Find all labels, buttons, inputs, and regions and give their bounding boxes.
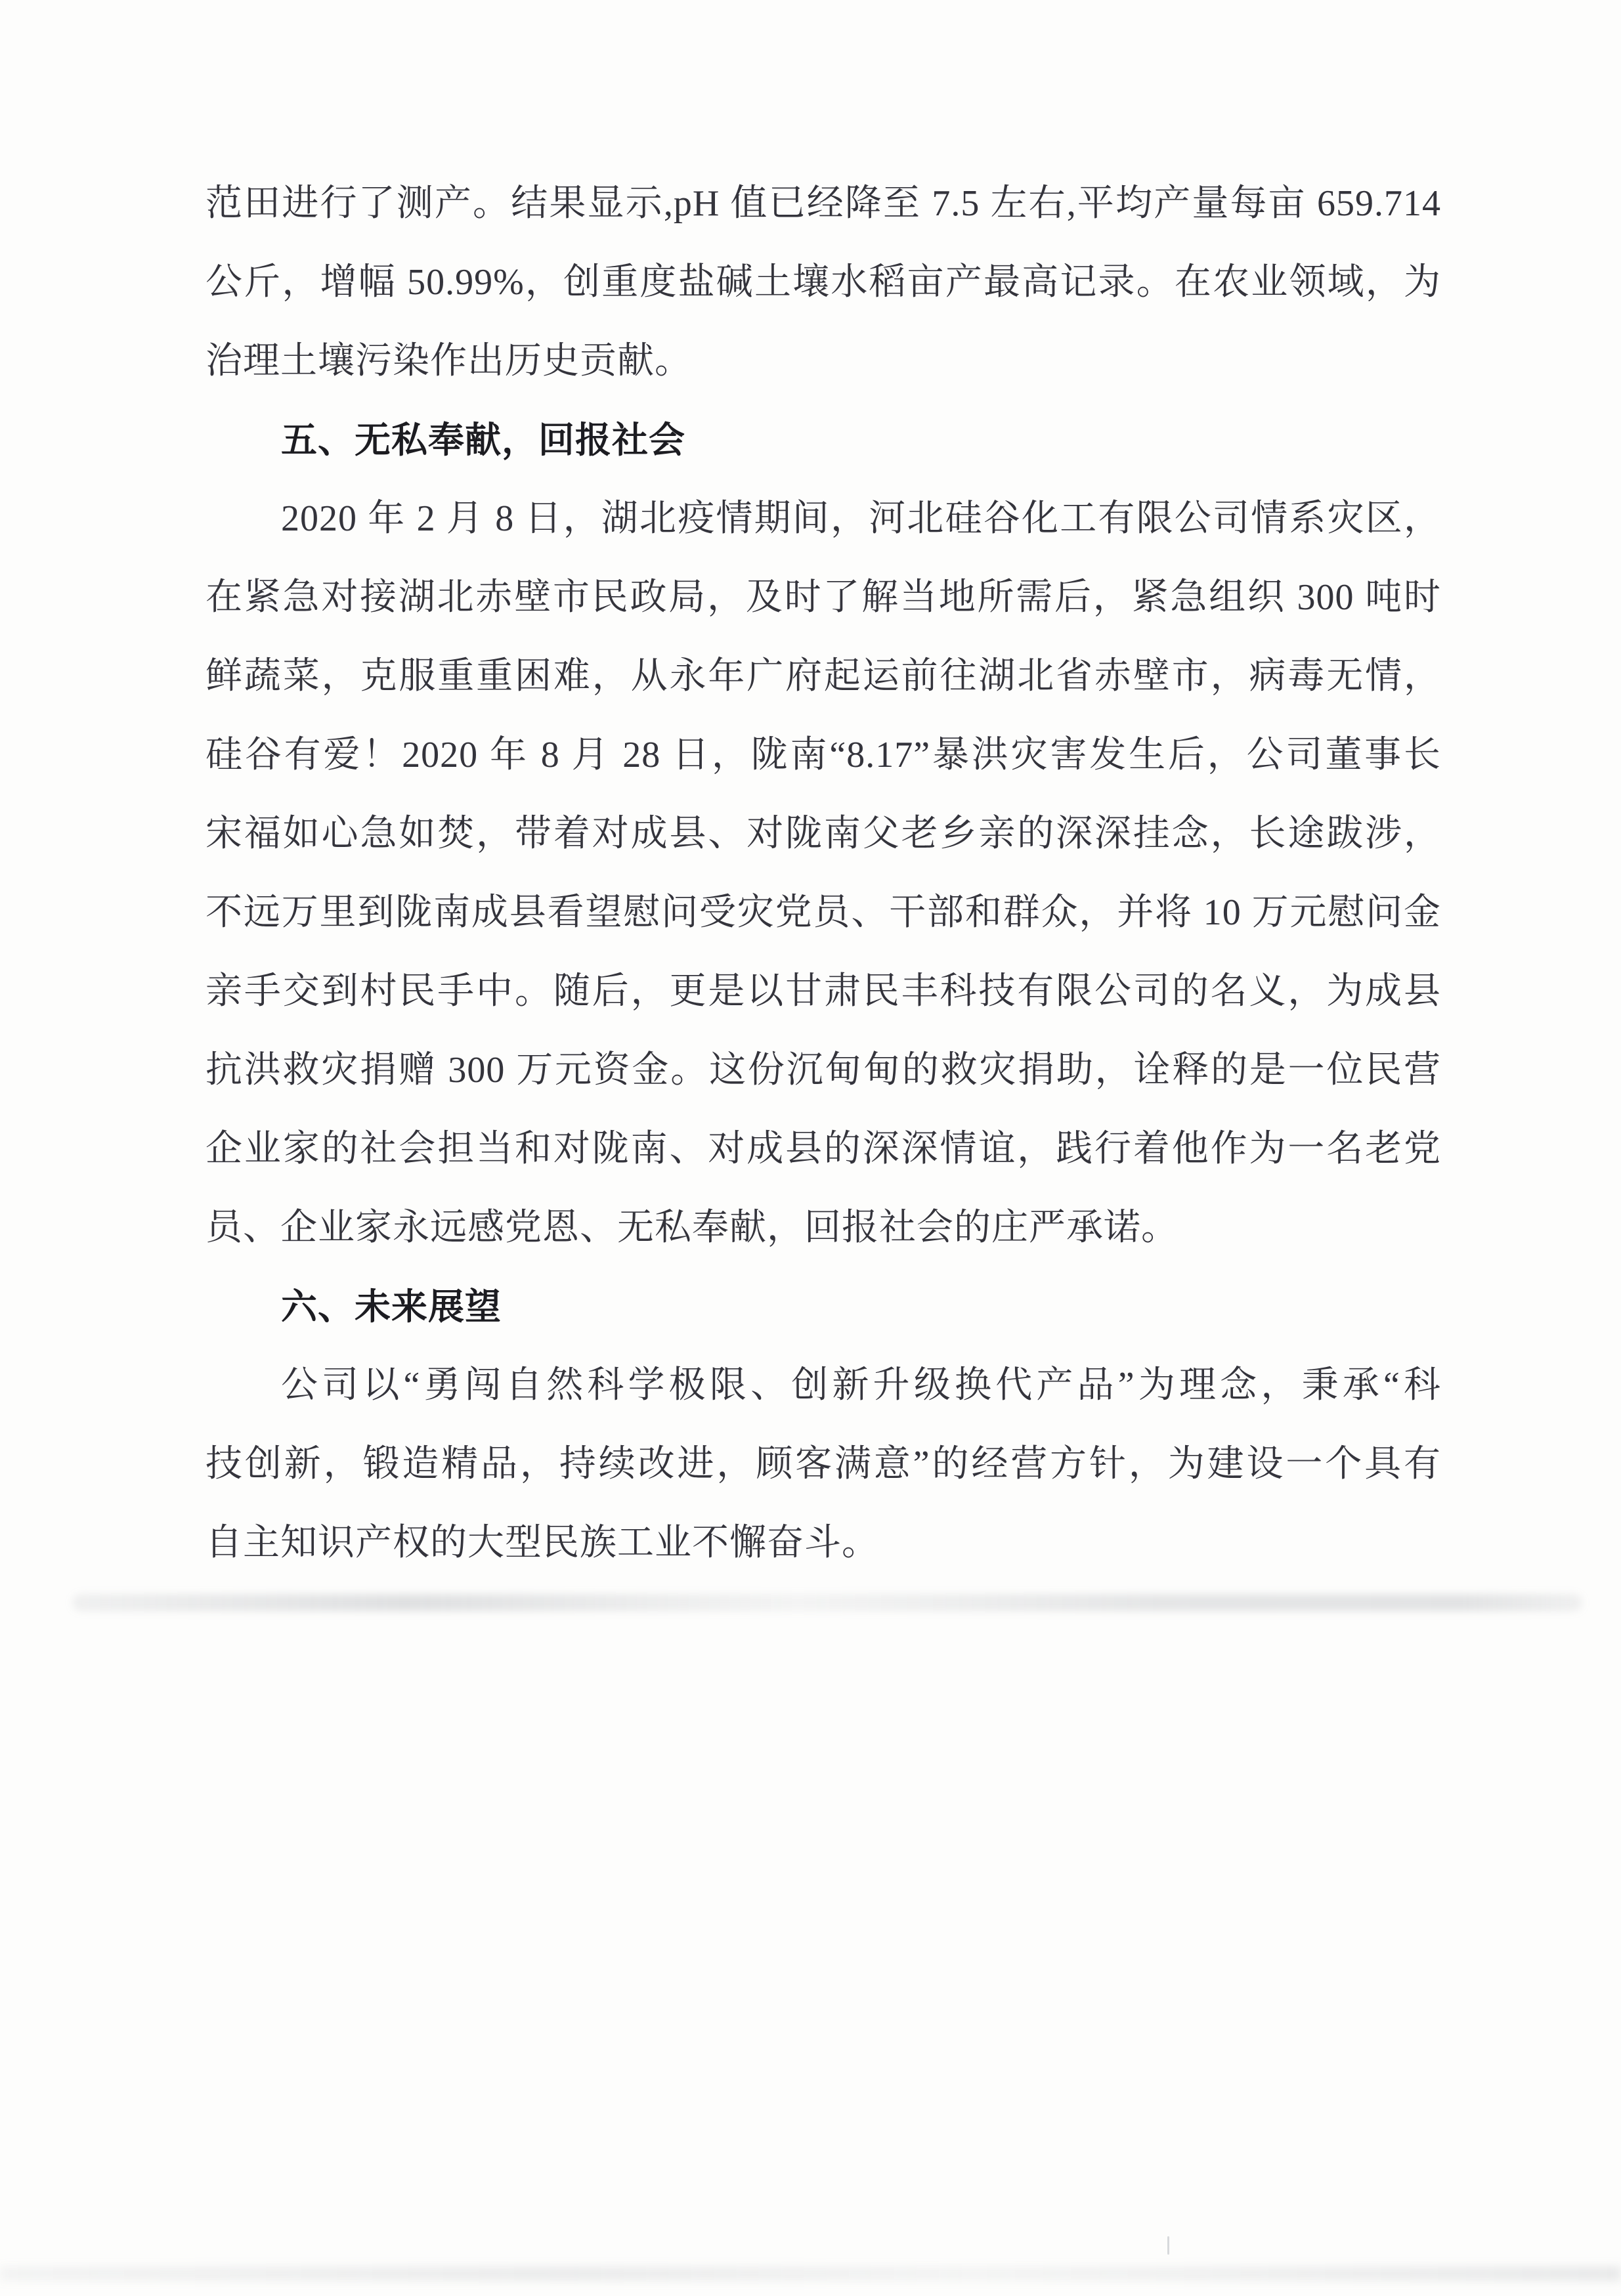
scan-artifact-band (72, 1594, 1582, 1611)
body-line: 亲手交到村民手中。随后，更是以甘肃民丰科技有限公司的名义，为成县 (205, 971, 1441, 1012)
section5-heading: 五、无私奉献，回报社会 (281, 420, 686, 460)
body-line: 技创新，锻造精品，持续改进，顾客满意”的经营方针，为建设一个具有 (205, 1444, 1441, 1484)
body-line: 2020 年 2 月 8 日，湖北疫情期间，河北硅谷化工有限公司情系灾区， (281, 498, 1441, 539)
body-line: 硅谷有爱！2020 年 8 月 28 日，陇南“8.17”暴洪灾害发生后，公司董事长 (205, 735, 1441, 775)
body-line: 企业家的社会担当和对陇南、对成县的深深情谊，践行着他作为一名老党 (205, 1129, 1441, 1169)
body-line: 抗洪救灾捐赠 300 万元资金。这份沉甸甸的救灾捐助，诠释的是一位民营 (205, 1050, 1441, 1091)
body-line: 自主知识产权的大型民族工业不懈奋斗。 (205, 1523, 879, 1563)
body-line: 公斤，增幅 50.99%，创重度盐碱土壤水稻亩产最高记录。在农业领域，为 (205, 262, 1441, 303)
body-line: 范田进行了测产。结果显示,pH 值已经降至 7.5 左右,平均产量每亩 659.714 (205, 183, 1441, 224)
body-line: 鲜蔬菜，克服重重困难，从永年广府起运前往湖北省赤壁市，病毒无情， (205, 656, 1441, 697)
body-line: 公司以“勇闯自然科学极限、创新升级换代产品”为理念，秉承“科 (281, 1365, 1441, 1406)
page-text-block (205, 164, 1441, 1582)
scan-artifact-band-bottom (0, 2266, 1621, 2281)
body-line: 宋福如心急如焚，带着对成县、对陇南父老乡亲的深深挂念，长途跋涉， (205, 813, 1441, 854)
body-line: 治理土壤污染作出历史贡献。 (205, 341, 692, 381)
section6-heading: 六、未来展望 (281, 1286, 502, 1327)
body-line: 员、企业家永远感党恩、无私奉献，回报社会的庄严承诺。 (205, 1207, 1178, 1248)
body-line: 不远万里到陇南成县看望慰问受灾党员、干部和群众，并将 10 万元慰问金 (205, 892, 1441, 933)
scan-artifact-tick (1167, 2236, 1169, 2255)
body-line: 在紧急对接湖北赤壁市民政局，及时了解当地所需后，紧急组织 300 吨时 (205, 577, 1441, 618)
